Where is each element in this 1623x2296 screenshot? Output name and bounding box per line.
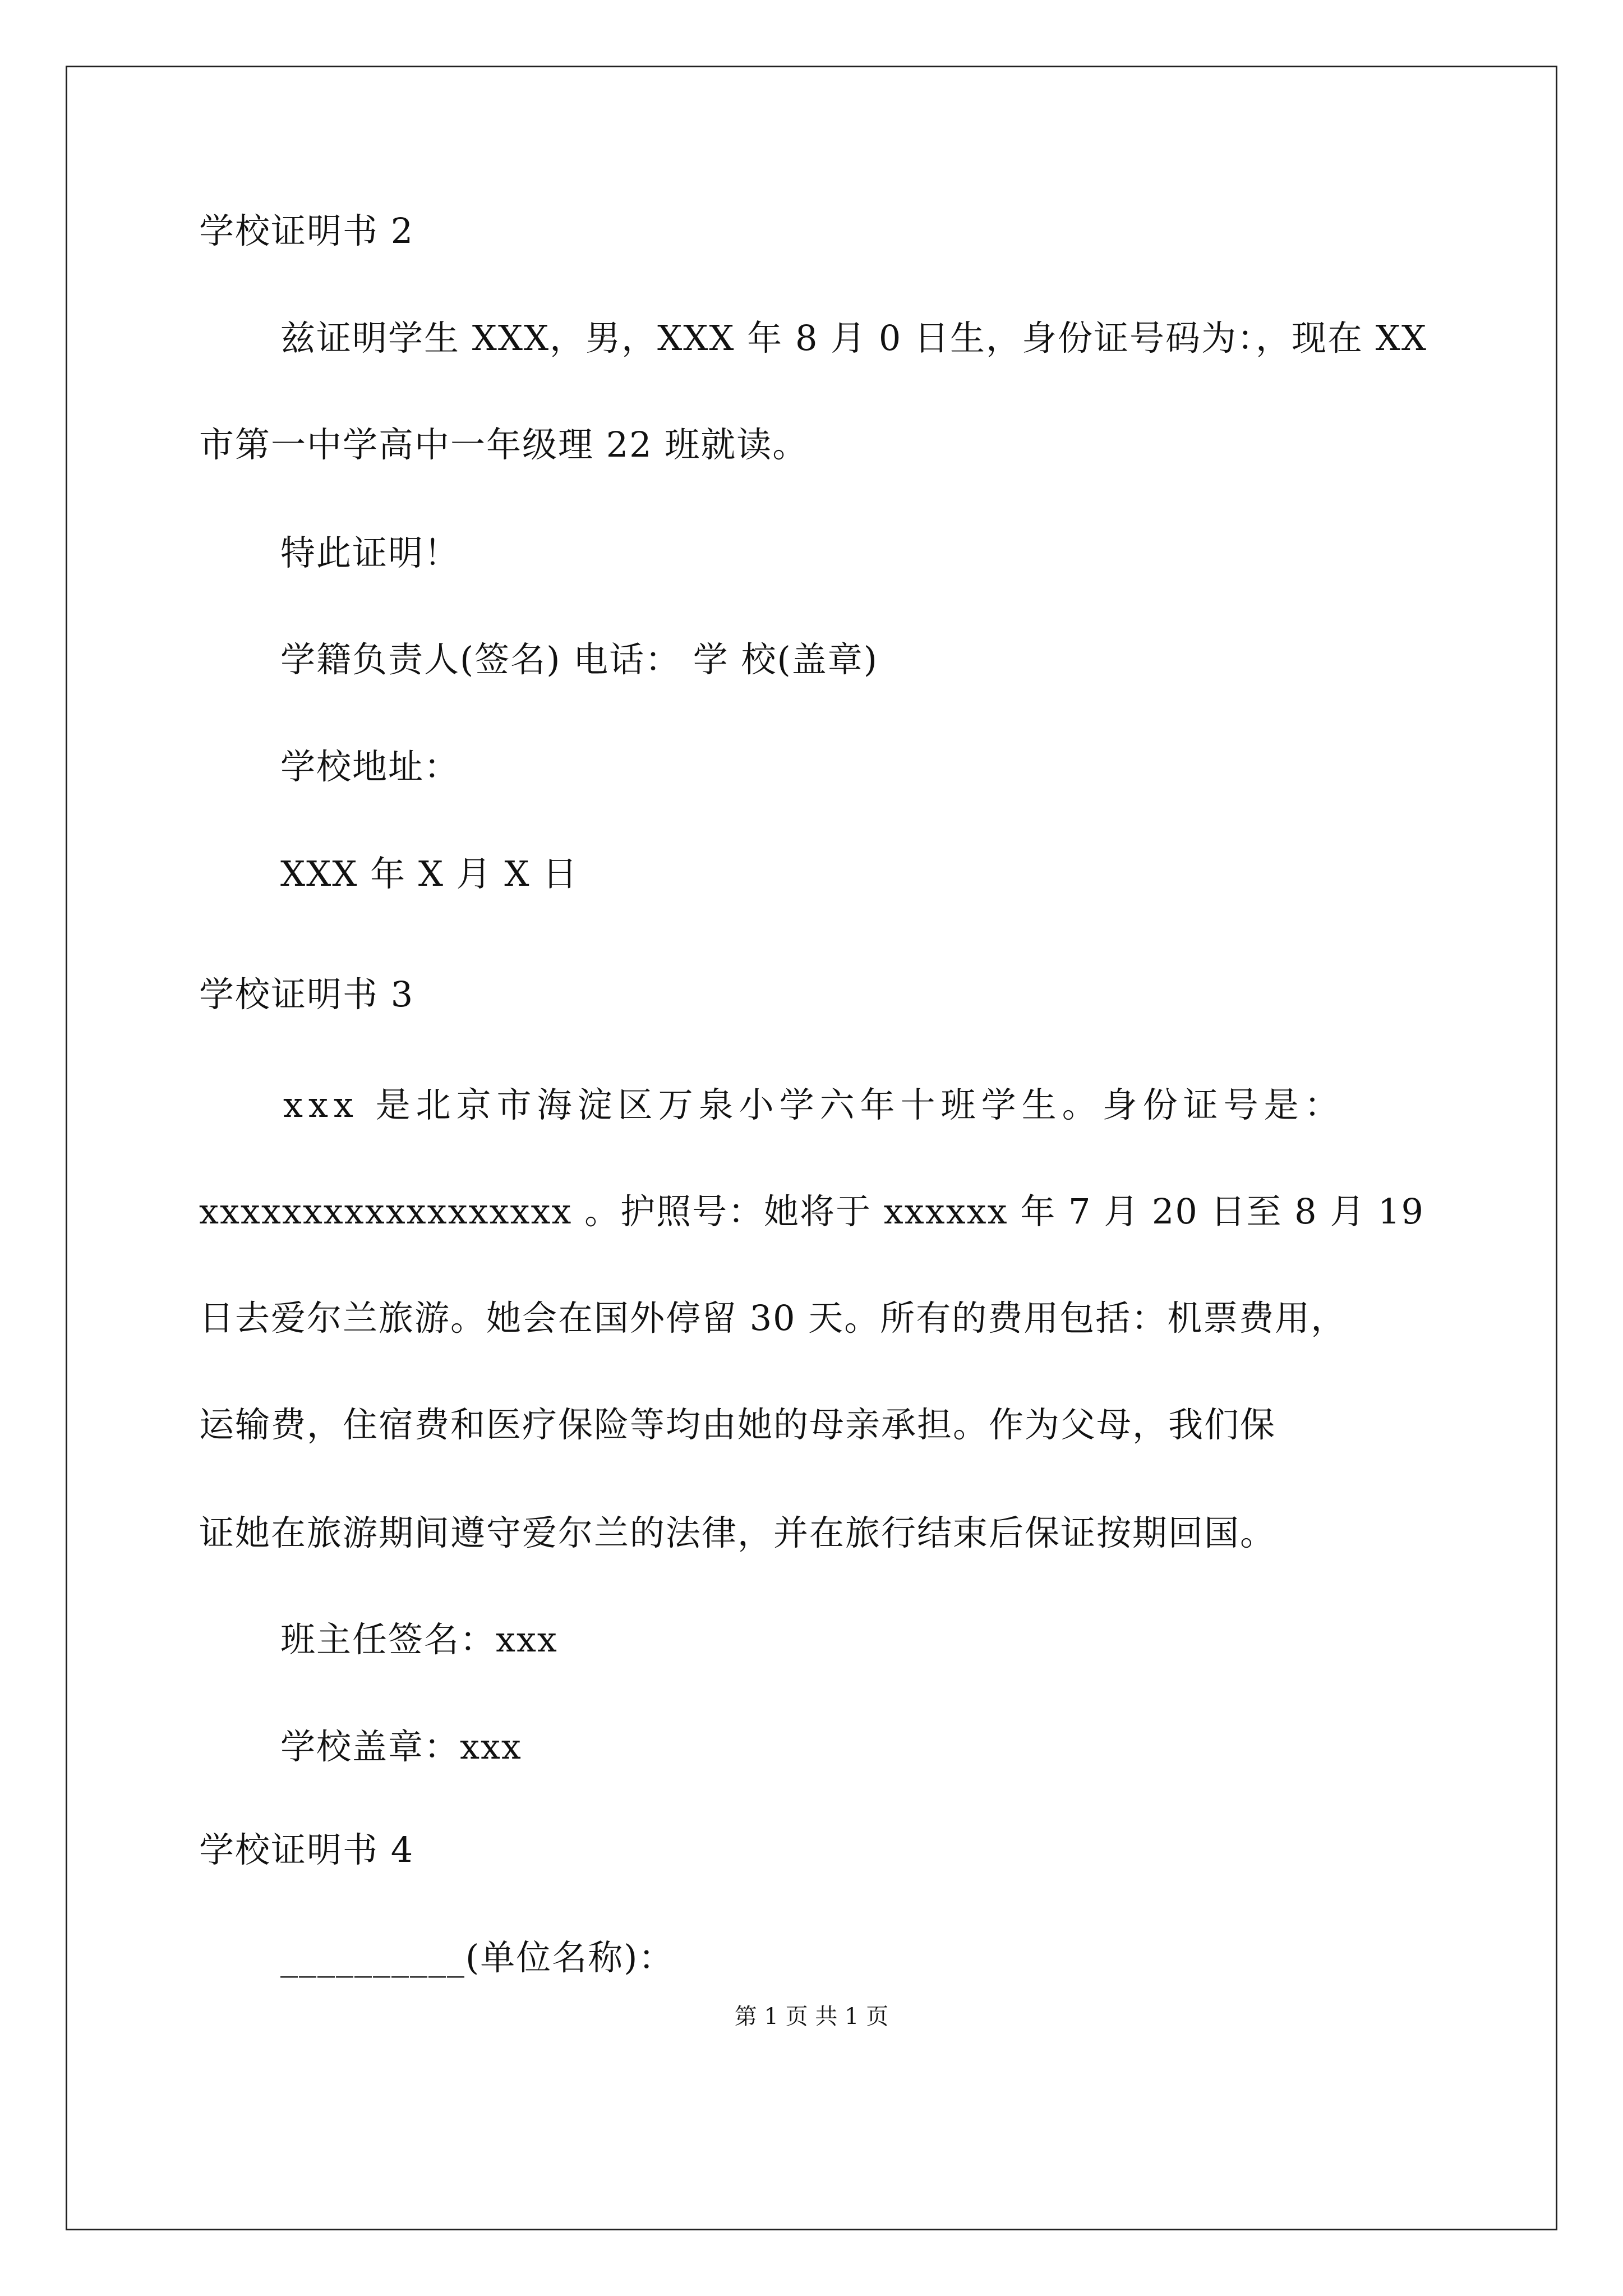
paragraph-line: 兹证明学生 XXX，男，XXX 年 8 月 0 日生，身份证号码为：，现在 XX bbox=[280, 318, 1427, 358]
section-heading-3: 学校证明书 3 bbox=[199, 974, 414, 1015]
section-heading-2: 学校证明书 2 bbox=[199, 210, 414, 251]
address-line: 学校地址： bbox=[280, 746, 460, 787]
page-number: 第 1 页 共 1 页 bbox=[734, 2004, 889, 2030]
page-border bbox=[66, 66, 1557, 2230]
paragraph-line: 市第一中学高中一年级理 22 班就读。 bbox=[199, 424, 809, 465]
signature-line: 班主任签名：xxx bbox=[280, 1619, 558, 1660]
stamp-line: 学校盖章：xxx bbox=[280, 1726, 522, 1767]
paragraph-line: xxx 是北京市海淀区万泉小学六年十班学生。身份证号是： bbox=[283, 1084, 1345, 1125]
addressee-line: __________(单位名称)： bbox=[280, 1937, 675, 1978]
paragraph-line: 日去爱尔兰旅游。她会在国外停留 30 天。所有的费用包括：机票费用， bbox=[199, 1297, 1347, 1338]
paragraph-line: 证她在旅游期间遵守爱尔兰的法律，并在旅行结束后保证按期回国。 bbox=[199, 1512, 1276, 1553]
paragraph-line: 运输费，住宿费和医疗保险等均由她的母亲承担。作为父母，我们保 bbox=[199, 1404, 1276, 1445]
paragraph-line: 特此证明！ bbox=[280, 532, 460, 573]
date-line: XXX 年 X 月 X 日 bbox=[280, 853, 579, 894]
paragraph-line: xxxxxxxxxxxxxxxxxx 。护照号：她将于 xxxxxx 年 7 月 20 日至 8 月 19 bbox=[199, 1191, 1424, 1232]
signature-line: 学籍负责人(签名) 电话： 学 校(盖章) bbox=[280, 639, 878, 680]
section-heading-4: 学校证明书 4 bbox=[199, 1829, 414, 1870]
